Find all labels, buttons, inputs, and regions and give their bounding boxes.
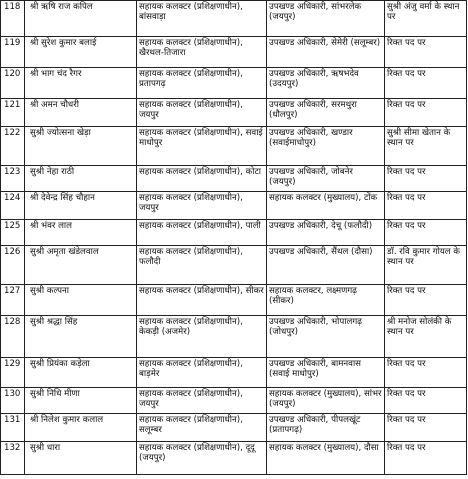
cell-from: सहायक कलक्टर (प्रशिक्षणाधीन), जयपुर [137, 99, 267, 127]
cell-from: सहायक कलक्टर (प्रशिक्षणाधीन), खैरथल-तिजारा [137, 37, 267, 68]
cell-to: उपखण्ड अधिकारी, पीपलखूंट (प्रतापगढ़) [267, 414, 385, 442]
table-row [1, 220, 467, 246]
cell-name: सुश्री श्रद्धा सिंह [25, 316, 137, 358]
cell-name: सुश्री निधि मीणा [25, 388, 137, 414]
table-row [1, 442, 467, 475]
cell-vice: रिक्त पद पर [385, 285, 467, 316]
table-row [1, 414, 467, 442]
cell-from: सहायक कलक्टर (प्रशिक्षणाधीन), जयपुर [137, 388, 267, 414]
cell-name: सुश्री धारा [25, 442, 137, 475]
cell-name: श्री भाग चंद रैगर [25, 68, 137, 99]
cell-num: 119 [1, 37, 25, 68]
cell-vice: रिक्त पद पर [385, 414, 467, 442]
cell-from: सहायक कलक्टर (प्रशिक्षणाधीन), दूदू (जयपुर) [137, 442, 267, 475]
cell-num: 122 [1, 127, 25, 166]
cell-num: 131 [1, 414, 25, 442]
cell-num: 130 [1, 388, 25, 414]
cell-to: उपखण्ड अधिकारी, सांभरलेक (जयपुर) [267, 1, 385, 37]
cell-num: 129 [1, 358, 25, 388]
cell-from: सहायक कलक्टर (प्रशिक्षणाधीन), बाड़मेर [137, 358, 267, 388]
cell-to: सहायक कलक्टर (मुख्यालय), सांभर (जयपुर) [267, 388, 385, 414]
table-row [1, 127, 467, 166]
table-row [1, 68, 467, 99]
cell-to: उपखण्ड अधिकारी, ऋषभदेव (उदयपुर) [267, 68, 385, 99]
cell-name: श्री निलेश कुमार कलाल [25, 414, 137, 442]
cell-vice: सुश्री सीमा खेतान के स्थान पर [385, 127, 467, 166]
cell-vice: सुश्री अंजु वर्मा के स्थान पर [385, 1, 467, 37]
cell-num: 125 [1, 220, 25, 246]
cell-num: 132 [1, 442, 25, 475]
cell-to: उपखण्ड अधिकारी, देचू (फलौदी) [267, 220, 385, 246]
cell-name: श्री देवेन्द्र सिंह चौहान [25, 192, 137, 220]
cell-to: उपखण्ड अधिकारी, सेमेरी (सलूम्बर) [267, 37, 385, 68]
cell-from: सहायक कलक्टर (प्रशिक्षणाधीन), पाली [137, 220, 267, 246]
cell-num: 127 [1, 285, 25, 316]
table-row [1, 285, 467, 316]
cell-from: सहायक कलक्टर (प्रशिक्षणाधीन), बांसवाड़ा [137, 1, 267, 37]
cell-vice: डॉ. रवि कुमार गोयल के स्थान पर [385, 246, 467, 285]
transfer-table-body [1, 1, 467, 475]
cell-num: 121 [1, 99, 25, 127]
cell-to: उपखण्ड अधिकारी, सैंथल (दौसा) [267, 246, 385, 285]
cell-num: 128 [1, 316, 25, 358]
cell-from: सहायक कलक्टर (प्रशिक्षणाधीन), कोटा [137, 166, 267, 192]
cell-vice: रिक्त पद पर [385, 220, 467, 246]
cell-num: 126 [1, 246, 25, 285]
cell-name: सुश्री अमृता खंडेलवाल [25, 246, 137, 285]
table-row [1, 99, 467, 127]
cell-num: 123 [1, 166, 25, 192]
cell-num: 124 [1, 192, 25, 220]
table-row [1, 358, 467, 388]
cell-vice: रिक्त पद पर [385, 442, 467, 475]
cell-from: सहायक कलक्टर (प्रशिक्षणाधीन), केकड़ी (अजमेर) [137, 316, 267, 358]
cell-to: उपखण्ड अधिकारी, जोबनेर (जयपुर) [267, 166, 385, 192]
table-row [1, 1, 467, 37]
cell-name: सुश्री ज्योत्सना खेड़ा [25, 127, 137, 166]
cell-from: सहायक कलक्टर (प्रशिक्षणाधीन), जयपुर [137, 192, 267, 220]
cell-vice: रिक्त पद पर [385, 388, 467, 414]
cell-to: उपखण्ड अधिकारी, बामनवास (सवाई माधोपुर) [267, 358, 385, 388]
cell-from: सहायक कलक्टर (प्रशिक्षणाधीन), सीकर [137, 285, 267, 316]
cell-num: 118 [1, 1, 25, 37]
cell-num: 120 [1, 68, 25, 99]
cell-name: श्री सुरेश कुमार बलाई [25, 37, 137, 68]
cell-name: सुश्री प्रियंका कड़ेला [25, 358, 137, 388]
cell-vice: रिक्त पद पर [385, 37, 467, 68]
cell-name: श्री अमन चौधरी [25, 99, 137, 127]
cell-name: सुश्री नेहा राठी [25, 166, 137, 192]
cell-to: उपखण्ड अधिकारी, भोपालगढ़ (जोधपुर) [267, 316, 385, 358]
cell-to: उपखण्ड अधिकारी, खण्डार (सवाईमाधोपुर) [267, 127, 385, 166]
cell-to: सहायक कलक्टर (मुख्यालय), टोंक [267, 192, 385, 220]
cell-to: सहायक कलक्टर, लक्ष्मणगढ़ (सीकर) [267, 285, 385, 316]
table-row [1, 166, 467, 192]
cell-vice: रिक्त पद पर [385, 192, 467, 220]
cell-from: सहायक कलक्टर (प्रशिक्षणाधीन), सवाई माधोपुर [137, 127, 267, 166]
cell-vice: रिक्त पद पर [385, 358, 467, 388]
cell-vice: रिक्त पद पर [385, 166, 467, 192]
table-row [1, 316, 467, 358]
cell-vice: श्री मनोज सोलंकी के स्थान पर [385, 316, 467, 358]
cell-from: सहायक कलक्टर (प्रशिक्षणाधीन), फलौदी [137, 246, 267, 285]
cell-from: सहायक कलक्टर (प्रशिक्षणाधीन), सलूम्बर [137, 414, 267, 442]
cell-from: सहायक कलक्टर (प्रशिक्षणाधीन), प्रतापगढ़ [137, 68, 267, 99]
cell-name: श्री ऋषि राज कपिल [25, 1, 137, 37]
table-row [1, 388, 467, 414]
cell-vice: रिक्त पद पर [385, 68, 467, 99]
cell-to: सहायक कलक्टर (मुख्यालय), दौसा [267, 442, 385, 475]
cell-name: सुश्री कल्पना [25, 285, 137, 316]
cell-to: उपखण्ड अधिकारी, सरमथुरा (धौलपुर) [267, 99, 385, 127]
cell-name: श्री भंवर लाल [25, 220, 137, 246]
table-row [1, 246, 467, 285]
table-row [1, 37, 467, 68]
cell-vice: रिक्त पद पर [385, 99, 467, 127]
table-row [1, 192, 467, 220]
